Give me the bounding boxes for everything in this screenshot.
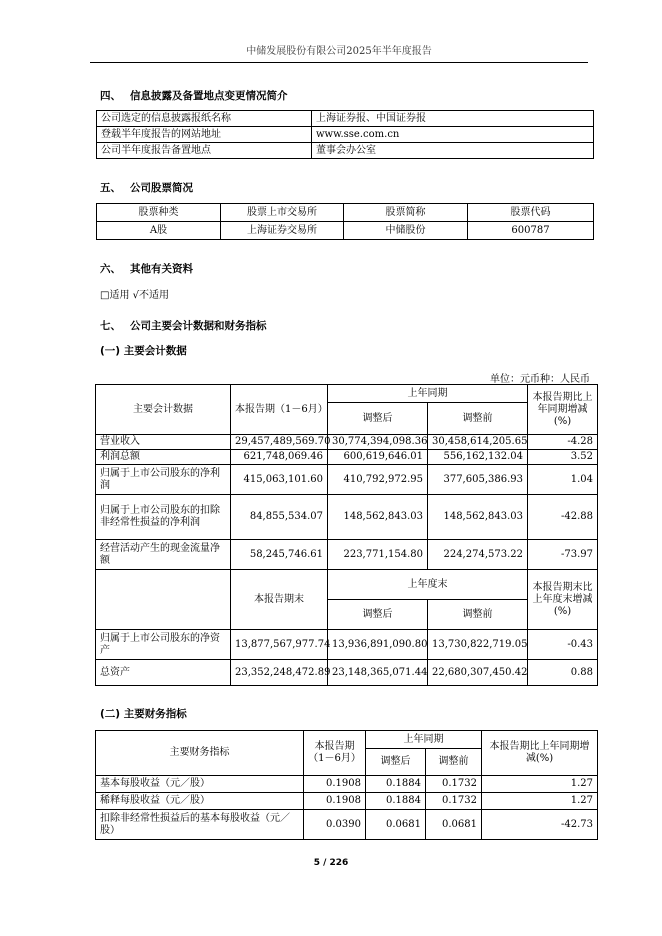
table-row (96, 495, 598, 540)
table-row (96, 540, 598, 570)
cell: 董事会办公室 (312, 143, 594, 159)
header-cell: 本报告期末比上年度末增减(%) (528, 570, 598, 630)
cell: 13,936,891,090.80 (328, 630, 428, 660)
cell: 600787 (468, 222, 594, 240)
cell: 总资产 (96, 660, 231, 686)
cell: 0.1908 (304, 776, 366, 793)
subsection-2-heading: (二) 主要财务指标 (100, 708, 187, 720)
cell: -0.43 (528, 630, 598, 660)
empty-header-cell (96, 570, 231, 630)
header-cell: 本报告期（1－6月） (304, 731, 366, 776)
header-cell: 调整前 (428, 403, 528, 435)
cell: 3.52 (528, 450, 598, 465)
table-row (96, 630, 598, 660)
page-header: 中储发展股份有限公司2025年半年度报告 (90, 42, 588, 63)
cell: 223,771,154.80 (328, 540, 428, 570)
header-cell: 上年同期 (328, 385, 528, 403)
cell: A股 (97, 222, 221, 240)
cell: 1.27 (482, 793, 598, 810)
cell: 377,605,386.93 (428, 465, 528, 495)
cell: 0.1908 (304, 793, 366, 810)
page-number: 5 / 226 (313, 858, 349, 868)
section-title: 公司主要会计数据和财务指标 (130, 320, 267, 332)
section-number: 五、 (100, 182, 121, 194)
section-title: 公司股票简况 (130, 182, 193, 194)
cell: www.sse.com.cn (312, 127, 594, 143)
header-cell: 股票代码 (468, 204, 594, 222)
cell: 0.0390 (304, 810, 366, 840)
cell: 58,245,746.61 (231, 540, 328, 570)
header-cell: 调整前 (428, 600, 528, 630)
financial-indicators-table (95, 730, 598, 840)
cell: 上海证券交易所 (221, 222, 344, 240)
cell: 基本每股收益（元／股） (96, 776, 304, 793)
header-cell: 调整后 (328, 403, 428, 435)
header-cell: 调整前 (426, 749, 482, 776)
cell: 13,730,822,719.05 (428, 630, 528, 660)
header-cell: 股票上市交易所 (221, 204, 344, 222)
cell: 0.0681 (426, 810, 482, 840)
table-row (96, 465, 598, 495)
cell: -42.88 (528, 495, 598, 540)
subsection-1-heading: (一) 主要会计数据 (100, 345, 187, 357)
cell: 13,877,567,977.74 (231, 630, 328, 660)
cell: 148,562,843.03 (328, 495, 428, 540)
section-6-heading (100, 261, 193, 276)
cell: 22,680,307,450.42 (428, 660, 528, 686)
section-title: 其他有关资料 (130, 263, 193, 275)
section-4-heading (100, 88, 288, 103)
header-cell: 本报告期比上年同期增减(%) (482, 731, 598, 776)
cell: 410,792,972.95 (328, 465, 428, 495)
section-7-heading (100, 318, 267, 333)
disclosure-table (96, 110, 594, 159)
cell: 利润总额 (96, 450, 231, 465)
table-row (96, 435, 598, 450)
cell: 归属于上市公司股东的净利润 (96, 465, 231, 495)
cell: 营业收入 (96, 435, 231, 450)
cell: 登载半年度报告的网站地址 (97, 127, 312, 143)
cell: 556,162,132.04 (428, 450, 528, 465)
header-cell: 本报告期（1－6月） (231, 385, 328, 435)
cell: 经营活动产生的现金流量净额 (96, 540, 231, 570)
cell: 1.27 (482, 776, 598, 793)
table-row (96, 450, 598, 465)
cell: 公司选定的信息披露报纸名称 (97, 111, 312, 127)
table-row (96, 793, 598, 810)
section-5-heading (100, 180, 193, 195)
cell: -42.73 (482, 810, 598, 840)
unit-label: 单位：元币种：人民币 (490, 374, 590, 385)
cell: 公司半年度报告备置地点 (97, 143, 312, 159)
section-number: 四、 (100, 90, 121, 102)
section-number: 七、 (100, 320, 121, 332)
cell: 84,855,534.07 (231, 495, 328, 540)
header-cell: 本报告期比上年同期增减(%) (528, 385, 598, 435)
cell: 归属于上市公司股东的净资产 (96, 630, 231, 660)
section-title: 信息披露及备置地点变更情况简介 (130, 90, 288, 102)
cell: 1.04 (528, 465, 598, 495)
cell: -73.97 (528, 540, 598, 570)
header-cell: 上年同期 (366, 731, 482, 749)
cell: 稀释每股收益（元／股） (96, 793, 304, 810)
header-cell: 主要会计数据 (96, 385, 231, 435)
table-row (96, 660, 598, 686)
cell: 0.0681 (366, 810, 426, 840)
cell: 扣除非经常性损益后的基本每股收益（元／股） (96, 810, 304, 840)
cell: 148,562,843.03 (428, 495, 528, 540)
header-cell: 主要财务指标 (96, 731, 304, 776)
section-number: 六、 (100, 263, 121, 275)
cell: 0.1732 (426, 776, 482, 793)
cell: 0.1884 (366, 793, 426, 810)
table-row (96, 810, 598, 840)
applicability-option: □适用 √不适用 (100, 290, 169, 301)
cell: 0.1884 (366, 776, 426, 793)
cell: 中储股份 (344, 222, 468, 240)
table-row (96, 776, 598, 793)
cell: 上海证券报、中国证券报 (312, 111, 594, 127)
cell: 归属于上市公司股东的扣除非经常性损益的净利润 (96, 495, 231, 540)
header-cell: 股票种类 (97, 204, 221, 222)
cell: 29,457,489,569.70 (231, 435, 328, 450)
cell: 415,063,101.60 (231, 465, 328, 495)
cell: 621,748,069.46 (231, 450, 328, 465)
accounting-data-table (95, 384, 598, 686)
cell: 23,352,248,472.89 (231, 660, 328, 686)
stock-table (96, 203, 594, 240)
cell: 30,774,394,098.36 (328, 435, 428, 450)
cell: 30,458,614,205.65 (428, 435, 528, 450)
cell: 600,619,646.01 (328, 450, 428, 465)
cell: 0.88 (528, 660, 598, 686)
cell: 224,274,573.22 (428, 540, 528, 570)
header-cell: 本报告期末 (231, 570, 328, 630)
cell: 23,148,365,071.44 (328, 660, 428, 686)
header-cell: 上年度末 (328, 570, 528, 600)
header-cell: 调整后 (366, 749, 426, 776)
header-cell: 调整后 (328, 600, 428, 630)
header-cell: 股票简称 (344, 204, 468, 222)
cell: 0.1732 (426, 793, 482, 810)
cell: -4.28 (528, 435, 598, 450)
